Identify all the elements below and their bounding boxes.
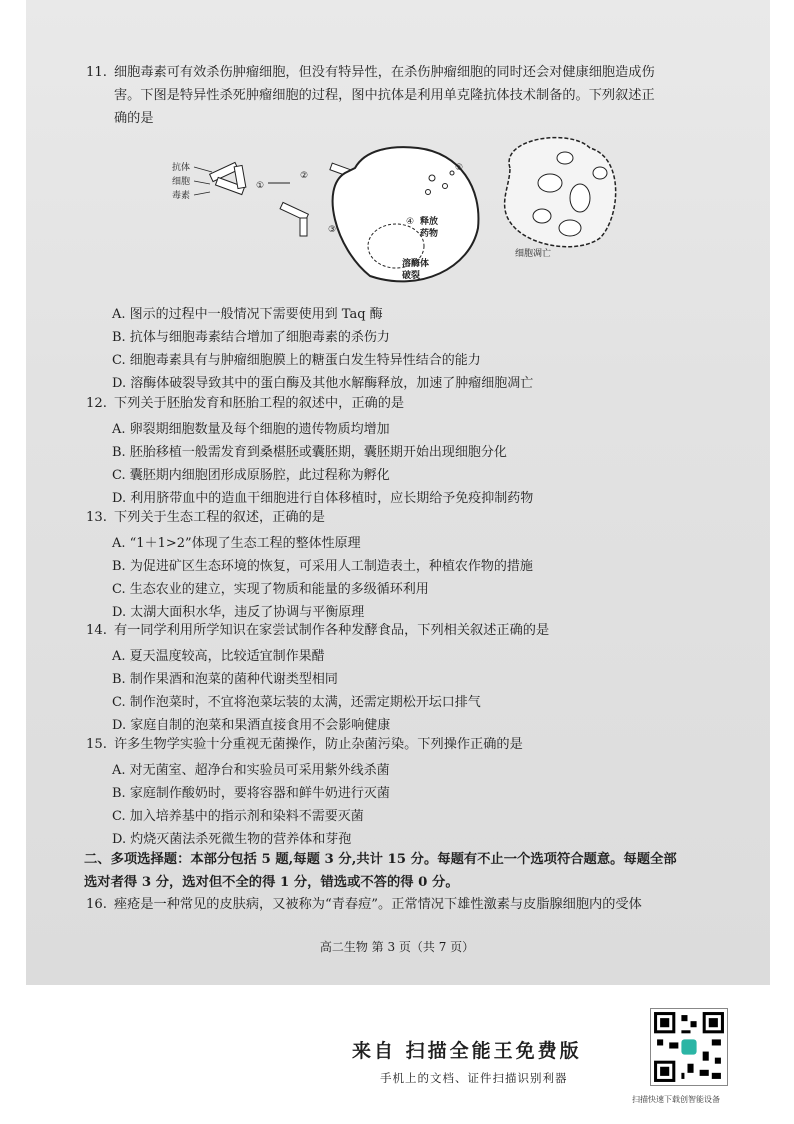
q14-option-d: D. 家庭自制的泡菜和果酒直接食用不会影响健康	[112, 718, 391, 733]
question-line: 下列关于胚胎发育和胚胎工程的叙述中，正确的是	[114, 396, 405, 411]
question-number: 16.	[86, 897, 107, 912]
label-toxin: 毒素	[172, 191, 191, 201]
question-16-stem	[86, 894, 642, 916]
q13-option-c: C. 生态农业的建立，实现了物质和能量的多级循环利用	[112, 582, 429, 597]
q15-option-c: C. 加入培养基中的指示剂和染料不需要灭菌	[112, 809, 364, 824]
section-2-heading: 二、多项选择题：本部分包括 5 题,每题 3 分,共计 15 分。每题有不止一个选项符合题意。每题全部	[84, 852, 677, 867]
question-number: 14.	[86, 623, 107, 638]
label-antibody: 抗体	[172, 163, 191, 173]
question-13-stem	[86, 507, 325, 529]
label-release-2: 药物	[420, 229, 439, 239]
question-number: 15.	[86, 737, 107, 752]
question-line: 痤疮是一种常见的皮肤病，又被称为“青春痘”。正常情况下雄性激素与皮脂腺细胞内的受体	[114, 897, 642, 912]
q12-option-a: A. 卵裂期细胞数量及每个细胞的遗传物质均增加	[112, 422, 390, 437]
label-apoptosis: 细胞凋亡	[515, 249, 552, 259]
antibody-drug-conjugate	[210, 162, 246, 194]
q14-option-a: A. 夏天温度较高，比较适宜制作果醋	[112, 649, 325, 664]
question-11-line3: 确的是	[114, 111, 154, 126]
q15-option-b: B. 家庭制作酸奶时，要将容器和鲜牛奶进行灭菌	[112, 786, 390, 801]
question-line: 有一同学利用所学知识在家尝试制作各种发酵食品，下列相关叙述正确的是	[114, 623, 550, 638]
q13-option-a: A. “1＋1>2”体现了生态工程的整体性原理	[112, 536, 361, 551]
label-lysosome-2: 破裂	[402, 271, 421, 281]
q14-option-c: C. 制作泡菜时，不宜将泡菜坛装的太满，还需定期松开坛口排气	[112, 695, 481, 710]
qr-caption: 扫描快速下载创智能设备	[632, 1095, 720, 1104]
label-lysosome-1: 溶酶体	[402, 259, 430, 269]
step-1-label: ①	[256, 181, 265, 191]
question-line: 细胞毒素可有效杀伤肿瘤细胞，但没有特异性，在杀伤肿瘤细胞的同时还会对健康细胞造成伤	[114, 65, 655, 80]
step-2-label: ②	[300, 171, 309, 181]
scanner-tagline: 手机上的文档、证件扫描识别利器	[380, 1071, 568, 1085]
question-number: 11.	[86, 65, 107, 80]
question-number: 13.	[86, 510, 107, 525]
q11-option-b: B. 抗体与细胞毒素结合增加了细胞毒素的杀伤力	[112, 330, 390, 345]
q15-option-a: A. 对无菌室、超净台和实验员可采用紫外线杀菌	[112, 763, 390, 778]
qr-code-icon	[650, 1008, 728, 1086]
q11-option-a: A. 图示的过程中一般情况下需要使用到 Taq 酶	[112, 307, 383, 322]
scanner-brand: 来自 扫描全能王免费版	[352, 1040, 582, 1062]
q11-option-d: D. 溶酶体破裂导致其中的蛋白酶及其他水解酶释放，加速了肿瘤细胞凋亡	[112, 376, 534, 391]
section-2-instructions: 选对者得 3 分，选对但不全的得 1 分，错选或不答的得 0 分。	[84, 875, 459, 890]
question-15-stem	[86, 734, 523, 756]
q12-option-d: D. 利用脐带血中的造血干细胞进行自体移植时，应长期给予免疫抑制药物	[112, 491, 534, 506]
label-cell: 细胞	[172, 177, 191, 187]
page-footer: 高二生物 第 3 页（共 7 页）	[319, 940, 475, 954]
question-line: 下列关于生态工程的叙述，正确的是	[114, 510, 325, 525]
question-line: 许多生物学实验十分重视无菌操作，防止杂菌污染。下列操作正确的是	[114, 737, 523, 752]
q13-option-d: D. 太湖大面积水华，违反了协调与平衡原理	[112, 605, 365, 620]
question-11-line2: 害。下图是特异性杀死肿瘤细胞的过程，图中抗体是利用单克隆抗体技术制备的。下列叙述正	[114, 88, 655, 103]
q14-option-b: B. 制作果酒和泡菜的菌种代谢类型相同	[112, 672, 338, 687]
q13-option-b: B. 为促进矿区生态环境的恢复，可采用人工制造表土，种植农作物的措施	[112, 559, 533, 574]
question-12-stem	[86, 393, 404, 415]
antibody-drug-figure	[170, 128, 630, 288]
step-3-label: ③	[328, 225, 337, 235]
step-5-label: ⑤	[455, 163, 464, 173]
label-release-1: 释放	[420, 217, 439, 227]
question-11-stem	[86, 62, 655, 84]
q11-option-c: C. 细胞毒素具有与肿瘤细胞膜上的糖蛋白发生特异性结合的能力	[112, 353, 481, 368]
question-number: 12.	[86, 396, 107, 411]
step-4-label: ④	[406, 217, 415, 227]
q15-option-d: D. 灼烧灭菌法杀死微生物的营养体和芽孢	[112, 832, 352, 847]
question-14-stem	[86, 620, 549, 642]
q12-option-b: B. 胚胎移植一般需发育到桑椹胚或囊胚期，囊胚期开始出现细胞分化	[112, 445, 507, 460]
q12-option-c: C. 囊胚期内细胞团形成原肠腔，此过程称为孵化	[112, 468, 390, 483]
